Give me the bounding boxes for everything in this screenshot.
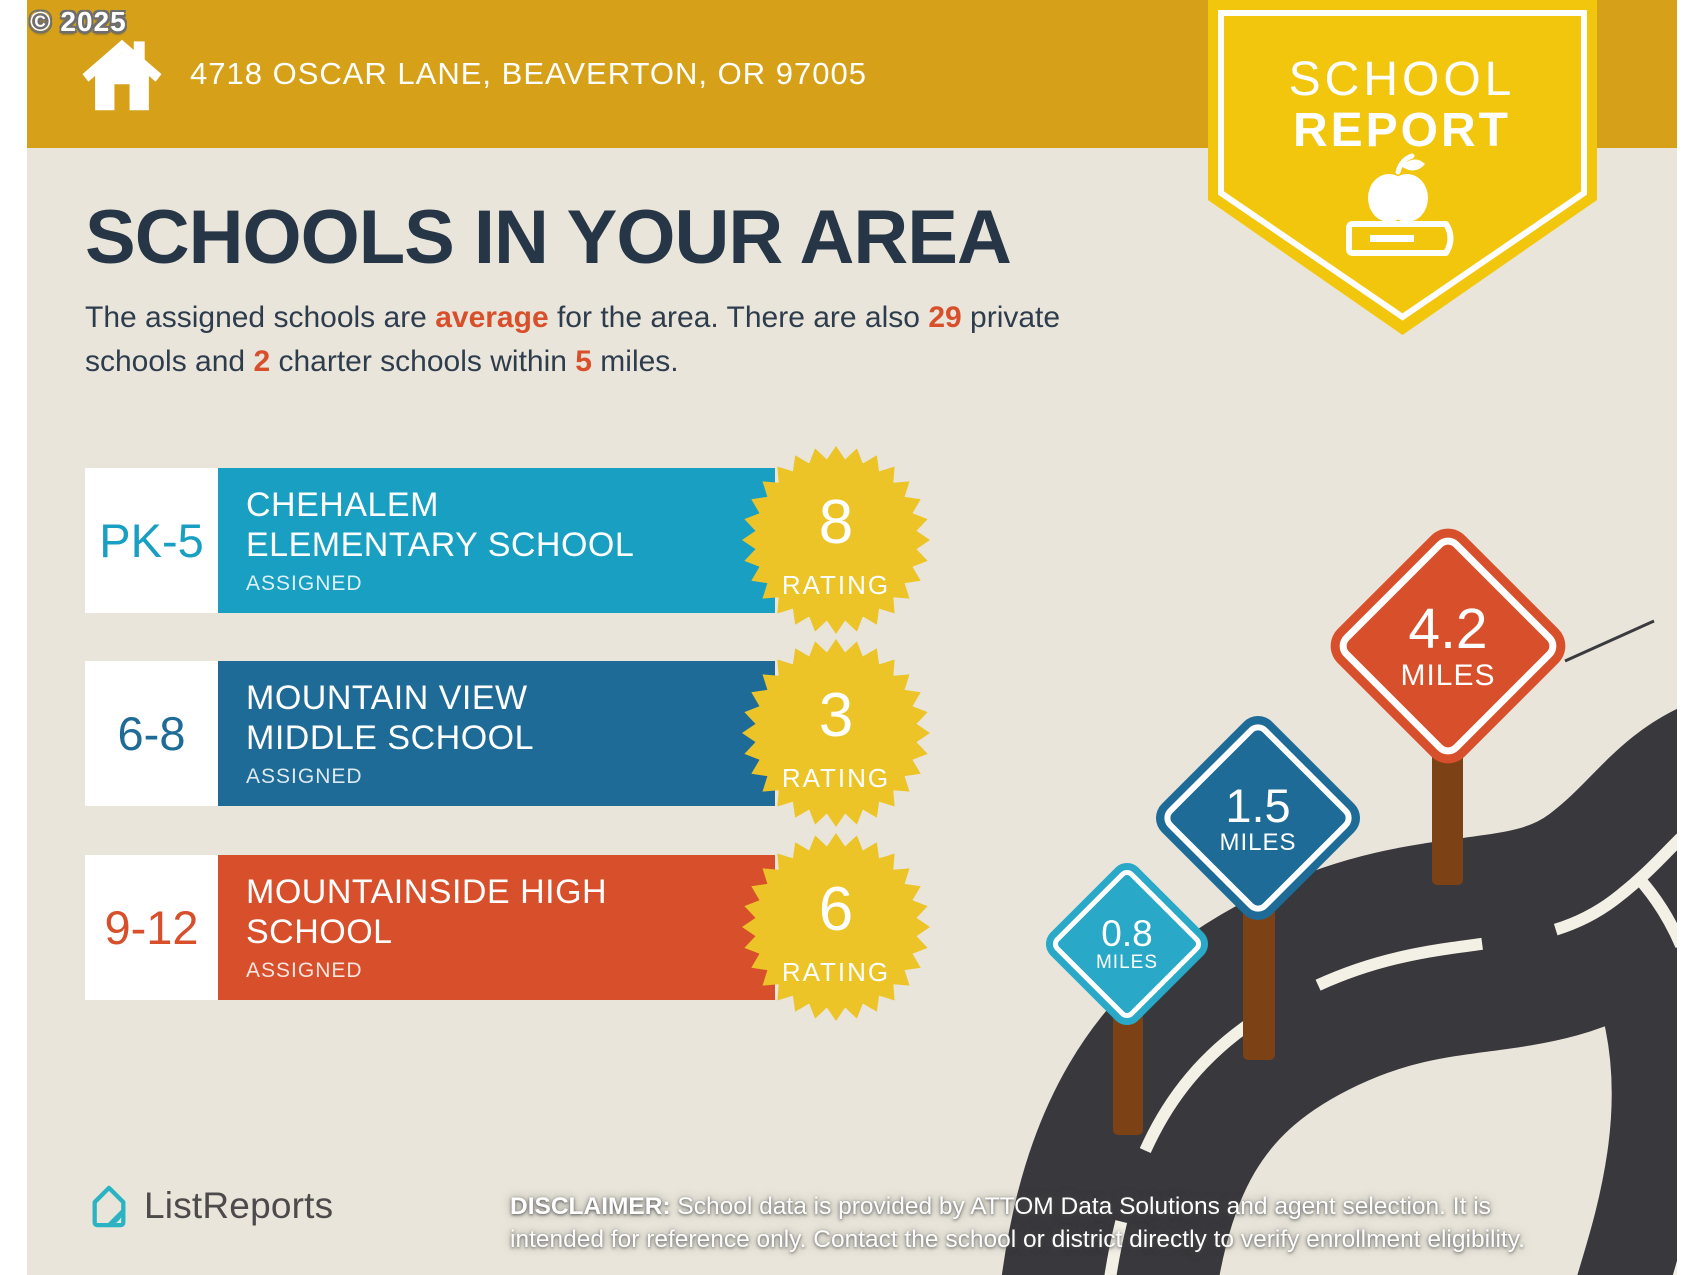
rating-label: RATING (781, 569, 891, 600)
miles-label: MILES (1400, 659, 1496, 693)
ribbon-line2: REPORT (1292, 104, 1512, 157)
distance-sign-farthest (1321, 519, 1576, 774)
assigned-label: ASSIGNED (246, 572, 363, 595)
distance-value: 4.2 (1408, 597, 1488, 662)
address-text: 4718 OSCAR LANE, BEAVERTON, OR 97005 (190, 56, 867, 91)
intro-paragraph: The assigned schools are average for the area. There are also 29 private schools and 2 charter schools within 5 miles. (85, 301, 1061, 378)
brand-logo (88, 1183, 333, 1229)
page-title: SCHOOLS IN YOUR AREA (85, 195, 1011, 280)
assigned-label: ASSIGNED (246, 959, 363, 982)
school-name: MOUNTAINSIDE HIGH SCHOOL (246, 873, 608, 951)
school-report-badge (1208, 0, 1597, 340)
distance-value: 1.5 (1225, 778, 1291, 832)
road-horizon-line (1565, 621, 1654, 661)
rating-label: RATING (781, 762, 891, 793)
distance-value: 0.8 (1101, 912, 1153, 954)
rating-label: RATING (781, 956, 891, 987)
distance-sign-middle (1148, 708, 1369, 929)
grade-badge: PK-5 (85, 468, 218, 613)
miles-label: MILES (1095, 952, 1159, 974)
rating-value: 3 (818, 680, 854, 750)
ribbon-line1: SCHOOL (1288, 53, 1516, 106)
miles-label: MILES (1219, 829, 1297, 857)
grade-badge: 9-12 (85, 855, 218, 1000)
grade-badge: 6-8 (85, 661, 218, 806)
assigned-label: ASSIGNED (246, 765, 363, 788)
content-area (27, 0, 1677, 1275)
school-name: MOUNTAIN VIEW MIDDLE SCHOOL (246, 679, 534, 757)
brand-name: ListReports (144, 1185, 334, 1226)
disclaimer-text: DISCLAIMER: School data is provided by ATTOM Data Solutions and agent selection. It is intended for reference only. Contact the school or district directly to verify enrollment eligibility. (510, 1193, 1525, 1253)
school-name: CHEHALEM ELEMENTARY SCHOOL (246, 486, 635, 564)
listreports-icon (88, 1183, 130, 1229)
copyright-text: © 2025 (30, 6, 127, 37)
rating-value: 8 (818, 487, 854, 557)
rating-value: 6 (818, 874, 854, 944)
